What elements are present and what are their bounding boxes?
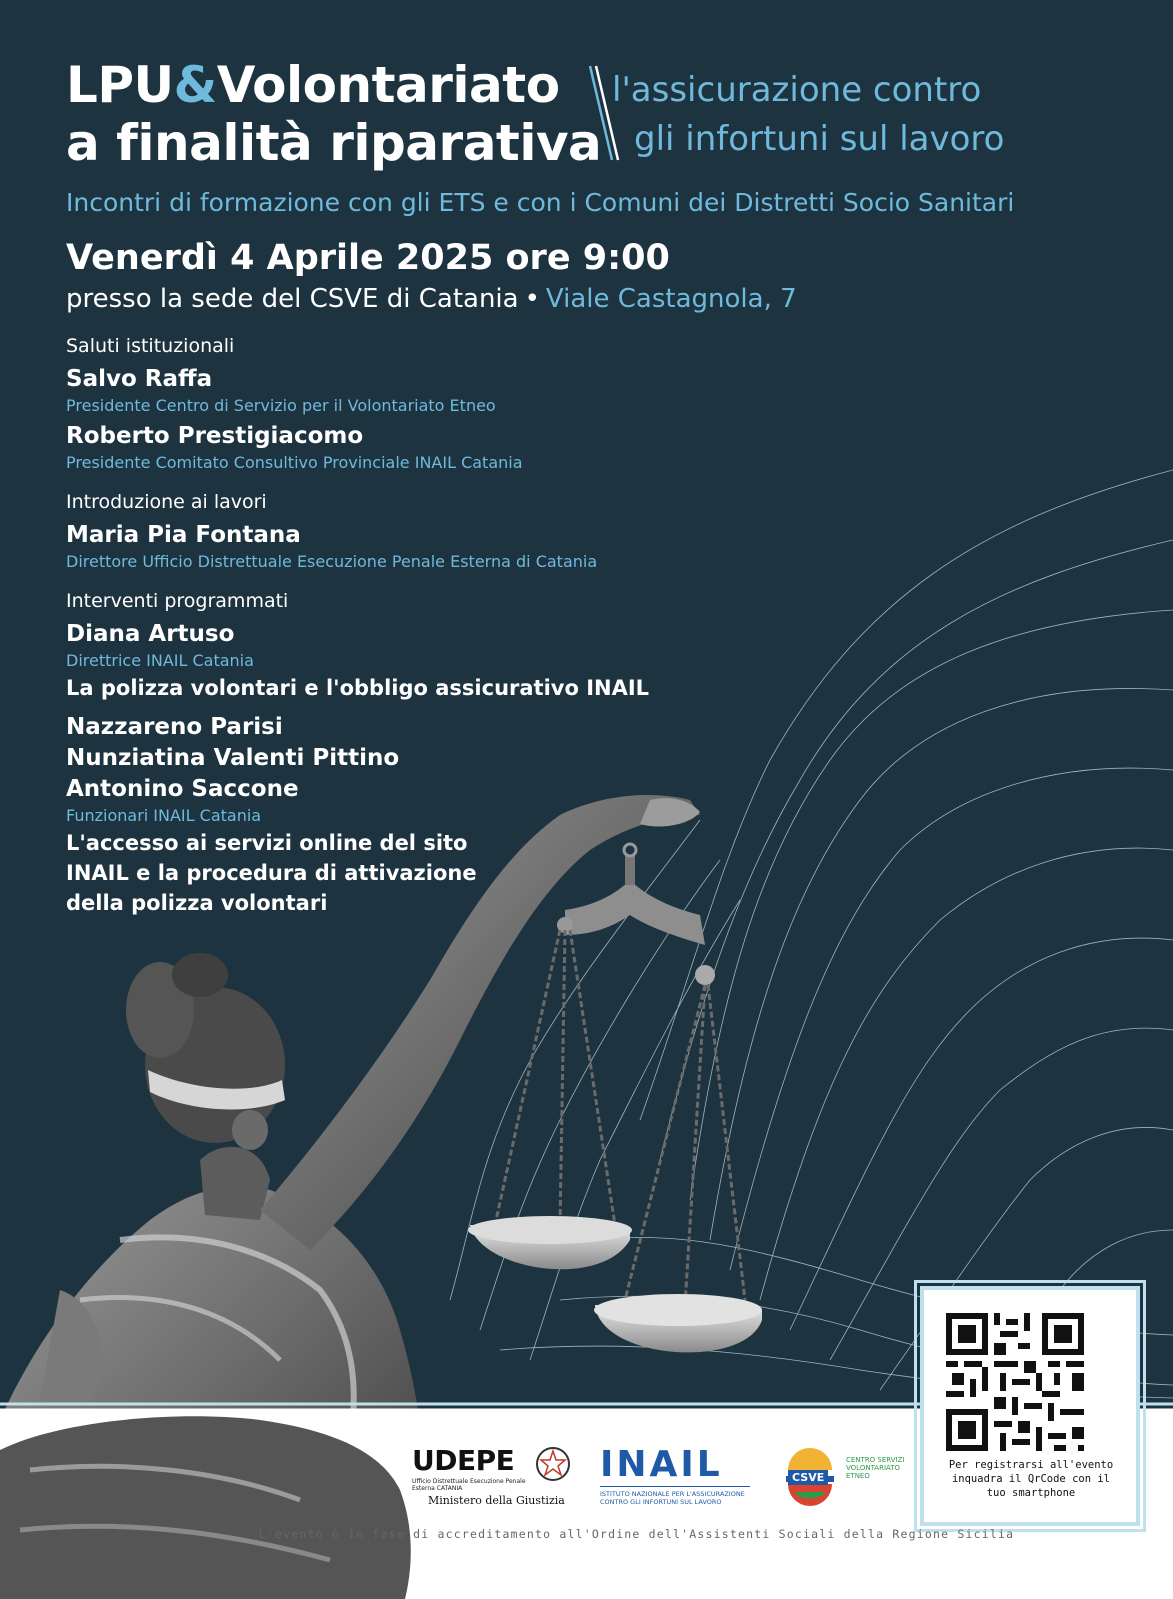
section-saluti: Saluti istituzionali	[66, 335, 235, 357]
subtitle-line1: l'assicurazione contro	[612, 70, 982, 110]
venue-name: presso la sede del CSVE di Catania	[66, 284, 519, 314]
csve-subtitle: CENTRO SERVIZI VOLONTARIATO ETNEO	[846, 1456, 905, 1480]
venue-address: Viale Castagnola, 7	[545, 284, 797, 314]
title-volontariato: Volontariato	[216, 56, 560, 114]
speaker-name: Salvo Raffa	[66, 366, 213, 392]
registration-qr-code[interactable]	[946, 1313, 1084, 1451]
speaker-role: Direttrice INAIL Catania	[66, 651, 254, 670]
event-subtitle	[612, 66, 1004, 164]
talk-line: INAIL e la procedura di attivazione	[66, 861, 477, 885]
csve-wordmark: CSVE	[788, 1470, 828, 1485]
qr-caption-line: tuo smartphone	[986, 1487, 1076, 1499]
inail-subtitle: ISTITUTO NAZIONALE PER L'ASSICURAZIONE CONTRO GLI INFORTUNI SUL LAVORO	[600, 1486, 750, 1506]
talk-line: L'accesso ai servizi online del sito	[66, 831, 468, 855]
inail-wordmark: INAIL	[600, 1444, 723, 1485]
venue-separator: •	[524, 284, 540, 314]
talk-line: della polizza volontari	[66, 891, 328, 915]
speaker-role: Funzionari INAIL Catania	[66, 806, 262, 825]
speaker-name: Diana Artuso	[66, 621, 235, 647]
speaker-name: Maria Pia Fontana	[66, 522, 301, 548]
udepe-logo	[412, 1444, 572, 1510]
subtitle-line2: gli infortuni sul lavoro	[634, 119, 1005, 159]
udepe-subtitle: Ufficio Distrettuale Esecuzione Penale Esterna CATANIA	[412, 1478, 526, 1492]
accreditation-note: L'evento è in fase di accreditamento all'Ordine dell'Assistenti Sociali della Regione Sicilia	[258, 1527, 1015, 1541]
event-tagline: Incontri di formazione con gli ETS e con i Comuni dei Distretti Socio Sanitari	[66, 188, 1015, 217]
speaker-name: Roberto Prestigiacomo	[66, 423, 364, 449]
title-line2: a finalità riparativa	[66, 114, 602, 172]
qr-caption-line: inquadra il QrCode con il	[951, 1473, 1111, 1485]
speaker-role: Direttore Ufficio Distrettuale Esecuzione Penale Esterna di Catania	[66, 552, 598, 571]
event-venue	[66, 284, 797, 314]
title-lpu: LPU	[66, 56, 174, 114]
event-title	[66, 56, 601, 172]
qr-caption-line: Per registrarsi all'evento	[948, 1459, 1114, 1471]
talk-title: La polizza volontari e l'obbligo assicurativo INAIL	[66, 676, 650, 700]
speaker-role: Presidente Centro di Servizio per il Volontariato Etneo	[66, 396, 496, 415]
italian-emblem-icon	[534, 1444, 572, 1484]
statue-lower-overlay	[0, 1410, 440, 1599]
title-ampersand: &	[173, 56, 217, 114]
csve-logo	[780, 1448, 910, 1508]
section-introduzione: Introduzione ai lavori	[66, 491, 267, 513]
udepe-wordmark: UDEPE	[412, 1444, 515, 1477]
event-date: Venerdì 4 Aprile 2025 ore 9:00	[66, 238, 670, 278]
qr-caption	[938, 1458, 1124, 1500]
speaker-role: Presidente Comitato Consultivo Provinciale INAIL Catania	[66, 453, 523, 472]
speaker-name: Nunziatina Valenti Pittino	[66, 745, 400, 771]
inail-logo	[600, 1446, 750, 1506]
speaker-name: Nazzareno Parisi	[66, 714, 283, 740]
udepe-ministry: Ministero della Giustizia	[428, 1494, 565, 1507]
section-interventi: Interventi programmati	[66, 590, 289, 612]
speaker-name: Antonino Saccone	[66, 776, 299, 802]
